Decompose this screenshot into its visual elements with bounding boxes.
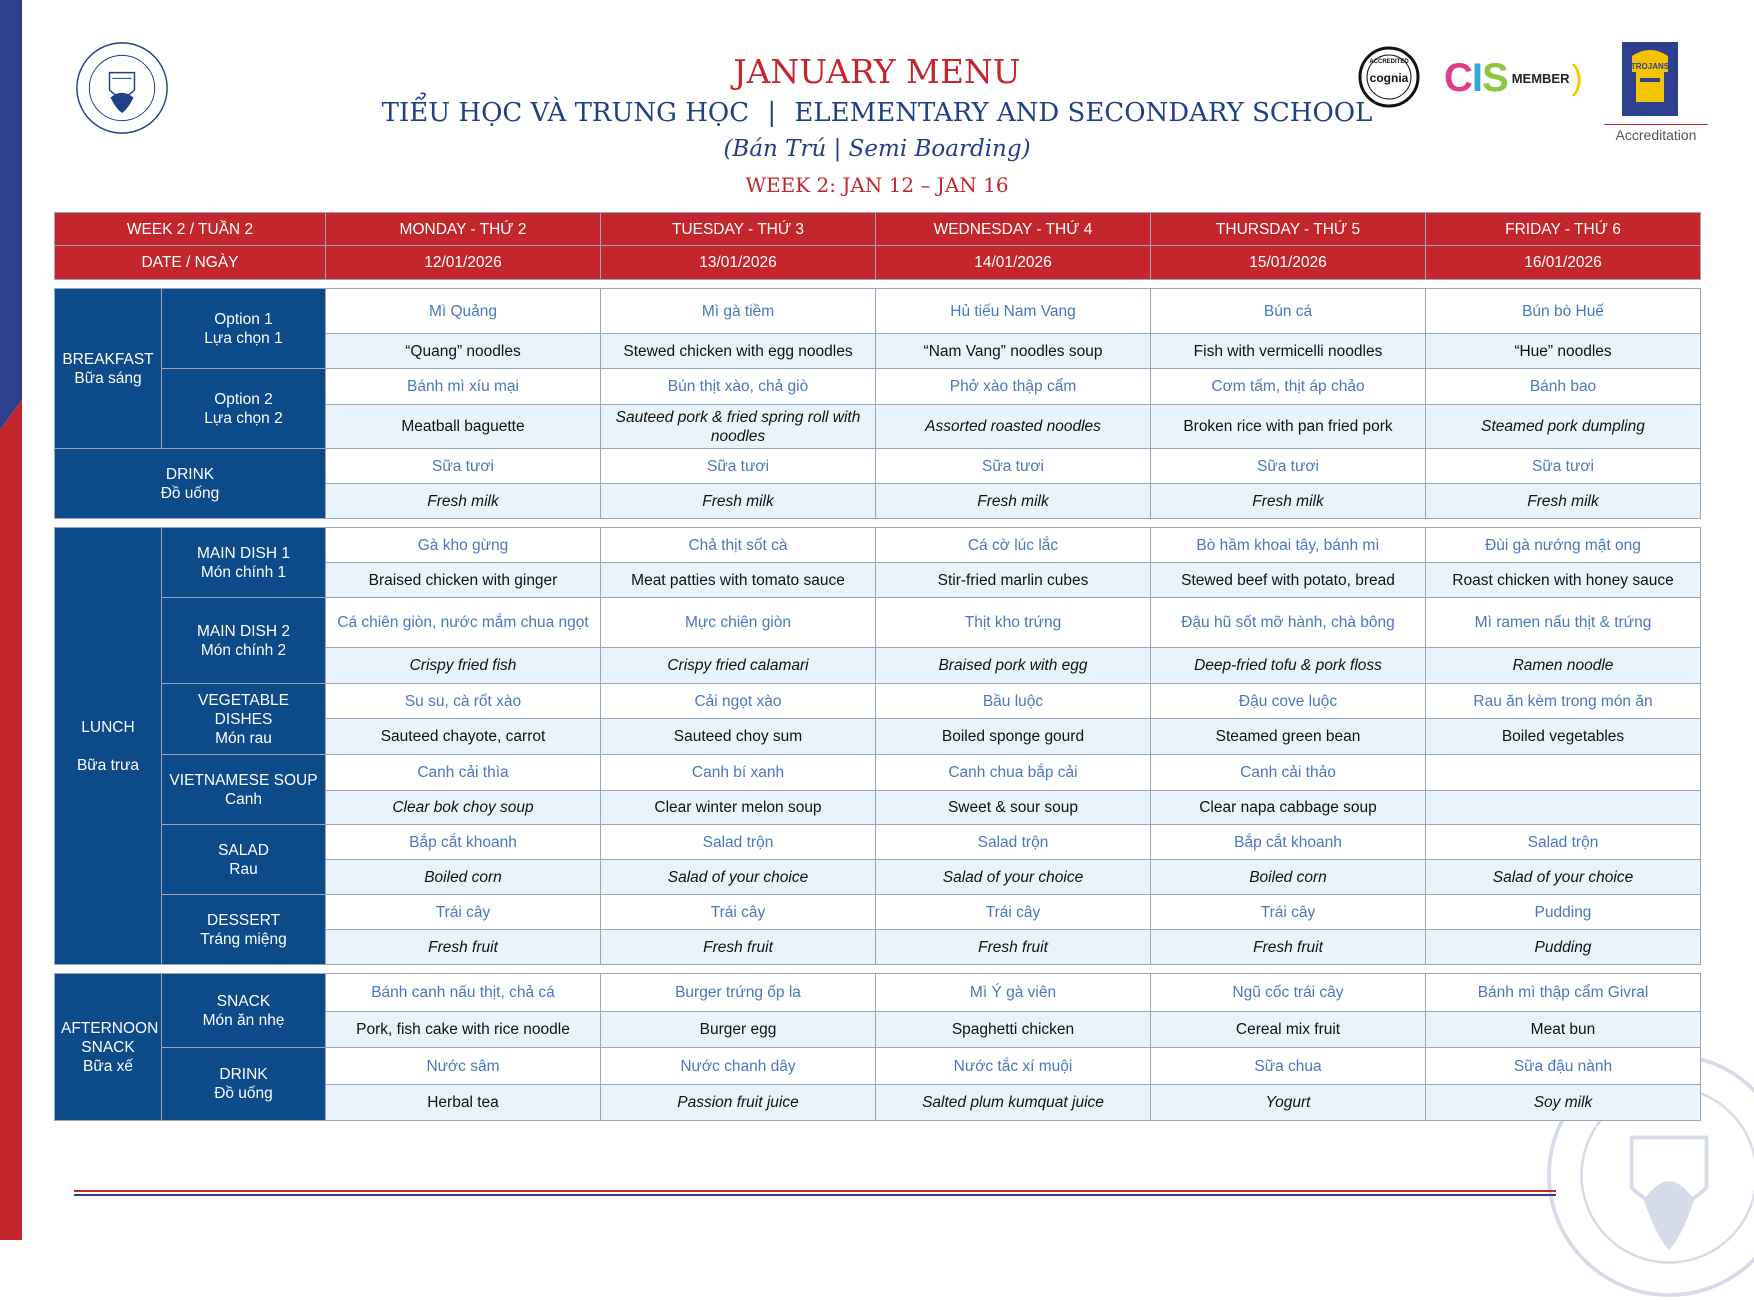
table-row xyxy=(55,369,1701,405)
sub-label-en: MAIN DISH 1 xyxy=(197,545,290,562)
day-header: THURSDAY - THỨ 5 xyxy=(1151,213,1426,246)
dish-vi: Sữa tươi xyxy=(1426,449,1701,484)
dish-vi: Burger trứng ốp la xyxy=(601,974,876,1012)
sub-label-en: DRINK xyxy=(166,466,214,483)
dish-en: Meatball baguette xyxy=(326,405,601,449)
day-header: MONDAY - THỨ 2 xyxy=(326,213,601,246)
dish-en: Clear napa cabbage soup xyxy=(1151,791,1426,825)
sub-salad xyxy=(162,825,326,895)
dish-en: Herbal tea xyxy=(326,1085,601,1121)
sub-label-vi: Món rau xyxy=(215,730,272,747)
dish-en: Pudding xyxy=(1426,930,1701,965)
dish-en: Crispy fried fish xyxy=(326,648,601,684)
dish-vi: Bánh mì thập cẩm Givral xyxy=(1426,974,1701,1012)
dish-vi: Ngũ cốc trái cây xyxy=(1151,974,1426,1012)
title-separator: | xyxy=(757,98,786,128)
day-header: TUESDAY - THỨ 3 xyxy=(601,213,876,246)
dish-vi: Canh cải thảo xyxy=(1151,755,1426,791)
school-level-title xyxy=(300,94,1454,132)
sub-vietnamese-soup xyxy=(162,755,326,825)
sub-label-en: MAIN DISH 2 xyxy=(197,623,290,640)
dish-en: Steamed green bean xyxy=(1151,719,1426,755)
cis-member-logo xyxy=(1444,58,1583,98)
sub-label-en: VEGETABLE DISHES xyxy=(198,692,289,728)
sub-main-dish-2 xyxy=(162,598,326,684)
accreditation-label: Accreditation xyxy=(1604,124,1708,143)
section-label-en: AFTERNOON xyxy=(61,1020,158,1037)
dish-en: Boiled corn xyxy=(326,860,601,895)
sub-label-vi: Tráng miệng xyxy=(200,931,286,948)
dish-en: Braised chicken with ginger xyxy=(326,563,601,598)
sub-label-en: Option 1 xyxy=(214,311,273,328)
dish-vi: Sữa chua xyxy=(1151,1048,1426,1085)
sub-label-en: VIETNAMESE SOUP xyxy=(169,772,317,789)
dish-vi: Thịt kho trứng xyxy=(876,598,1151,648)
dish-en: Salad of your choice xyxy=(1426,860,1701,895)
sub-vegetable-dishes xyxy=(162,684,326,755)
sub-label-en: Option 2 xyxy=(214,391,273,408)
table-row xyxy=(55,895,1701,930)
dish-vi: Sữa đậu nành xyxy=(1426,1048,1701,1085)
trojans-text: TROJANS xyxy=(1631,62,1670,71)
sub-snack xyxy=(162,974,326,1048)
dish-vi: Cá chiên giòn, nước mắm chua ngọt xyxy=(326,598,601,648)
dish-vi: Bún thịt xào, chả giò xyxy=(601,369,876,405)
date-cell: 16/01/2026 xyxy=(1426,246,1701,280)
dish-vi: Nước sâm xyxy=(326,1048,601,1085)
dish-en: Burger egg xyxy=(601,1012,876,1048)
dish-en: Ramen noodle xyxy=(1426,648,1701,684)
cis-member-text: MEMBER xyxy=(1512,71,1570,86)
school-level-vi: TIỂU HỌC VÀ TRUNG HỌC xyxy=(382,98,749,128)
menu-header xyxy=(300,50,1454,200)
dish-en: Crispy fried calamari xyxy=(601,648,876,684)
dish-en: Roast chicken with honey sauce xyxy=(1426,563,1701,598)
table-row xyxy=(55,598,1701,648)
sub-label-vi: Món chính 1 xyxy=(201,564,286,581)
dish-en: Fresh milk xyxy=(326,484,601,519)
dish-en: Meat patties with tomato sauce xyxy=(601,563,876,598)
dish-en: Sauteed chayote, carrot xyxy=(326,719,601,755)
cis-text: CIS xyxy=(1444,56,1508,101)
dish-en: Fresh fruit xyxy=(1151,930,1426,965)
sub-label-en: DESSERT xyxy=(207,912,280,929)
dish-en: Cereal mix fruit xyxy=(1151,1012,1426,1048)
dish-en: Fresh milk xyxy=(876,484,1151,519)
section-label-vi: Bữa xế xyxy=(83,1058,133,1075)
dish-vi: Bún bò Huế xyxy=(1426,289,1701,334)
section-label-en-2: SNACK xyxy=(81,1039,134,1056)
sub-label-vi: Rau xyxy=(229,861,257,878)
spacer-row xyxy=(55,519,1701,528)
date-label: DATE / NGÀY xyxy=(55,246,326,280)
dish-vi: Nước tắc xí muội xyxy=(876,1048,1151,1085)
week-range: WEEK 2: JAN 12 – JAN 16 xyxy=(300,170,1454,200)
dish-en: Boiled corn xyxy=(1151,860,1426,895)
dish-vi xyxy=(1426,755,1701,791)
section-lunch xyxy=(55,528,162,965)
dish-en: Meat bun xyxy=(1426,1012,1701,1048)
dish-vi: Trái cây xyxy=(601,895,876,930)
dish-en: Assorted roasted noodles xyxy=(876,405,1151,449)
dish-en: Braised pork with egg xyxy=(876,648,1151,684)
dish-vi: Đùi gà nướng mật ong xyxy=(1426,528,1701,563)
table-row xyxy=(55,1048,1701,1085)
date-cell: 13/01/2026 xyxy=(601,246,876,280)
dish-en: Salad of your choice xyxy=(601,860,876,895)
cis-bracket-icon: ) xyxy=(1571,59,1582,98)
spacer xyxy=(55,519,1701,528)
dish-vi: Phở xào thập cẩm xyxy=(876,369,1151,405)
trojans-logo-icon xyxy=(1622,42,1678,116)
dish-en: Stewed chicken with egg noodles xyxy=(601,334,876,369)
dish-vi: Gà kho gừng xyxy=(326,528,601,563)
dish-en: Boiled sponge gourd xyxy=(876,719,1151,755)
dish-en: Fresh fruit xyxy=(876,930,1151,965)
table-row xyxy=(55,755,1701,791)
dish-vi: Pudding xyxy=(1426,895,1701,930)
date-header-row xyxy=(55,246,1701,280)
day-header-row xyxy=(55,213,1701,246)
sub-snack-drink xyxy=(162,1048,326,1121)
dish-en: “Hue” noodles xyxy=(1426,334,1701,369)
dish-en: Fresh milk xyxy=(601,484,876,519)
section-breakfast-drink xyxy=(55,449,326,519)
dish-vi: Đậu hũ sốt mỡ hành, chà bông xyxy=(1151,598,1426,648)
sub-label-vi: Lựa chọn 1 xyxy=(204,330,282,347)
sub-option-1 xyxy=(162,289,326,369)
dish-en: Sweet & sour soup xyxy=(876,791,1151,825)
dish-vi: Canh chua bắp cải xyxy=(876,755,1151,791)
dish-en: “Nam Vang” noodles soup xyxy=(876,334,1151,369)
dish-vi: Trái cây xyxy=(876,895,1151,930)
dish-en xyxy=(1426,791,1701,825)
sub-label-vi: Món ăn nhẹ xyxy=(203,1012,285,1029)
dish-vi: Trái cây xyxy=(326,895,601,930)
table-row xyxy=(55,684,1701,719)
dish-vi: Bắp cắt khoanh xyxy=(1151,825,1426,860)
dish-en: Salad of your choice xyxy=(876,860,1151,895)
dish-en: Stir-fried marlin cubes xyxy=(876,563,1151,598)
table-row xyxy=(55,449,1701,484)
dish-vi: Sữa tươi xyxy=(1151,449,1426,484)
school-level-en: ELEMENTARY AND SECONDARY SCHOOL xyxy=(794,98,1372,128)
spacer xyxy=(55,280,1701,289)
dish-vi: Canh cải thìa xyxy=(326,755,601,791)
section-afternoon-snack xyxy=(55,974,162,1121)
sub-dessert xyxy=(162,895,326,965)
dish-vi: Đậu cove luộc xyxy=(1151,684,1426,719)
menu-table xyxy=(54,212,1701,1121)
section-breakfast xyxy=(55,289,162,449)
dish-en: Boiled vegetables xyxy=(1426,719,1701,755)
sub-label-vi: Lựa chọn 2 xyxy=(204,410,282,427)
dish-vi: Rau ăn kèm trong món ăn xyxy=(1426,684,1701,719)
dish-vi: Bánh mì xíu mại xyxy=(326,369,601,405)
dish-vi: Su su, cà rốt xào xyxy=(326,684,601,719)
day-header: FRIDAY - THỨ 6 xyxy=(1426,213,1701,246)
dish-vi: Bún cá xyxy=(1151,289,1426,334)
footer-divider xyxy=(74,1190,1556,1196)
dish-vi: Sữa tươi xyxy=(876,449,1151,484)
dish-vi: Bánh bao xyxy=(1426,369,1701,405)
section-label-en: BREAKFAST xyxy=(62,351,153,368)
dish-vi: Bầu luộc xyxy=(876,684,1151,719)
sub-main-dish-1 xyxy=(162,528,326,598)
table-row xyxy=(55,825,1701,860)
dish-vi: Hủ tiếu Nam Vang xyxy=(876,289,1151,334)
dish-en: Salted plum kumquat juice xyxy=(876,1085,1151,1121)
dish-vi: Nước chanh dây xyxy=(601,1048,876,1085)
table-row xyxy=(55,289,1701,334)
dish-vi: Salad trộn xyxy=(601,825,876,860)
table-row xyxy=(55,974,1701,1012)
dish-vi: Cá cờ lúc lắc xyxy=(876,528,1151,563)
dish-vi: Cơm tấm, thịt áp chảo xyxy=(1151,369,1426,405)
week-label: WEEK 2 / TUẦN 2 xyxy=(55,213,326,246)
dish-vi: Mì Quảng xyxy=(326,289,601,334)
dish-vi: Sữa tươi xyxy=(601,449,876,484)
dish-vi: Mì gà tiềm xyxy=(601,289,876,334)
sub-label-vi: Đồ uống xyxy=(214,1085,273,1102)
dish-vi: Canh bí xanh xyxy=(601,755,876,791)
dish-en: Pork, fish cake with rice noodle xyxy=(326,1012,601,1048)
dish-vi: Mì ramen nấu thịt & trứng xyxy=(1426,598,1701,648)
sub-option-2 xyxy=(162,369,326,449)
dish-en: Yogurt xyxy=(1151,1085,1426,1121)
date-cell: 15/01/2026 xyxy=(1151,246,1426,280)
section-label-vi: Bữa sáng xyxy=(74,370,141,387)
dish-vi: Mực chiên giòn xyxy=(601,598,876,648)
dish-en: Passion fruit juice xyxy=(601,1085,876,1121)
dish-en: Sauteed choy sum xyxy=(601,719,876,755)
boarding-subtitle: (Bán Trú | Semi Boarding) xyxy=(300,132,1454,166)
cognia-top-text: ACCREDITED xyxy=(1369,59,1409,65)
sub-label-vi: Món chính 2 xyxy=(201,642,286,659)
spacer-row xyxy=(55,280,1701,289)
dish-en: Fresh fruit xyxy=(601,930,876,965)
dish-en: “Quang” noodles xyxy=(326,334,601,369)
dish-en: Broken rice with pan fried pork xyxy=(1151,405,1426,449)
sub-label-en: DRINK xyxy=(219,1066,267,1083)
cognia-name-text: cognia xyxy=(1370,71,1409,85)
dish-en: Clear winter melon soup xyxy=(601,791,876,825)
section-label-en: LUNCH xyxy=(81,719,134,736)
dish-vi: Bắp cắt khoanh xyxy=(326,825,601,860)
dish-vi: Salad trộn xyxy=(876,825,1151,860)
day-header: WEDNESDAY - THỨ 4 xyxy=(876,213,1151,246)
dish-en: Soy milk xyxy=(1426,1085,1701,1121)
sub-label-en: SALAD xyxy=(218,842,269,859)
dish-en: Stewed beef with potato, bread xyxy=(1151,563,1426,598)
dish-en: Fresh milk xyxy=(1426,484,1701,519)
dish-vi: Bò hầm khoai tây, bánh mì xyxy=(1151,528,1426,563)
dish-vi: Bánh canh nấu thịt, chả cá xyxy=(326,974,601,1012)
dish-en: Fresh fruit xyxy=(326,930,601,965)
dish-en: Sauteed pork & fried spring roll with noodles xyxy=(601,405,876,449)
date-cell: 14/01/2026 xyxy=(876,246,1151,280)
section-label-vi: Bữa trưa xyxy=(77,757,139,774)
spacer xyxy=(55,965,1701,974)
sub-label-vi: Canh xyxy=(225,791,262,808)
dish-vi: Sữa tươi xyxy=(326,449,601,484)
dish-vi: Salad trộn xyxy=(1426,825,1701,860)
cognia-accredited-badge-icon xyxy=(1358,46,1420,108)
sub-label-vi: Đồ uống xyxy=(161,485,220,502)
sub-label-en: SNACK xyxy=(217,993,270,1010)
date-cell: 12/01/2026 xyxy=(326,246,601,280)
spacer-row xyxy=(55,965,1701,974)
dish-vi: Trái cây xyxy=(1151,895,1426,930)
dish-en: Fresh milk xyxy=(1151,484,1426,519)
school-seal-icon xyxy=(74,40,170,136)
dish-en: Clear bok choy soup xyxy=(326,791,601,825)
dish-vi: Chả thịt sốt cà xyxy=(601,528,876,563)
dish-vi: Mì Ý gà viên xyxy=(876,974,1151,1012)
page-title: JANUARY MENU xyxy=(300,50,1454,94)
dish-en: Fish with vermicelli noodles xyxy=(1151,334,1426,369)
dish-en: Spaghetti chicken xyxy=(876,1012,1151,1048)
dish-en: Deep-fried tofu & pork floss xyxy=(1151,648,1426,684)
dish-en: Steamed pork dumpling xyxy=(1426,405,1701,449)
dish-vi: Cải ngọt xào xyxy=(601,684,876,719)
left-color-bar xyxy=(0,0,22,1240)
table-row xyxy=(55,528,1701,563)
